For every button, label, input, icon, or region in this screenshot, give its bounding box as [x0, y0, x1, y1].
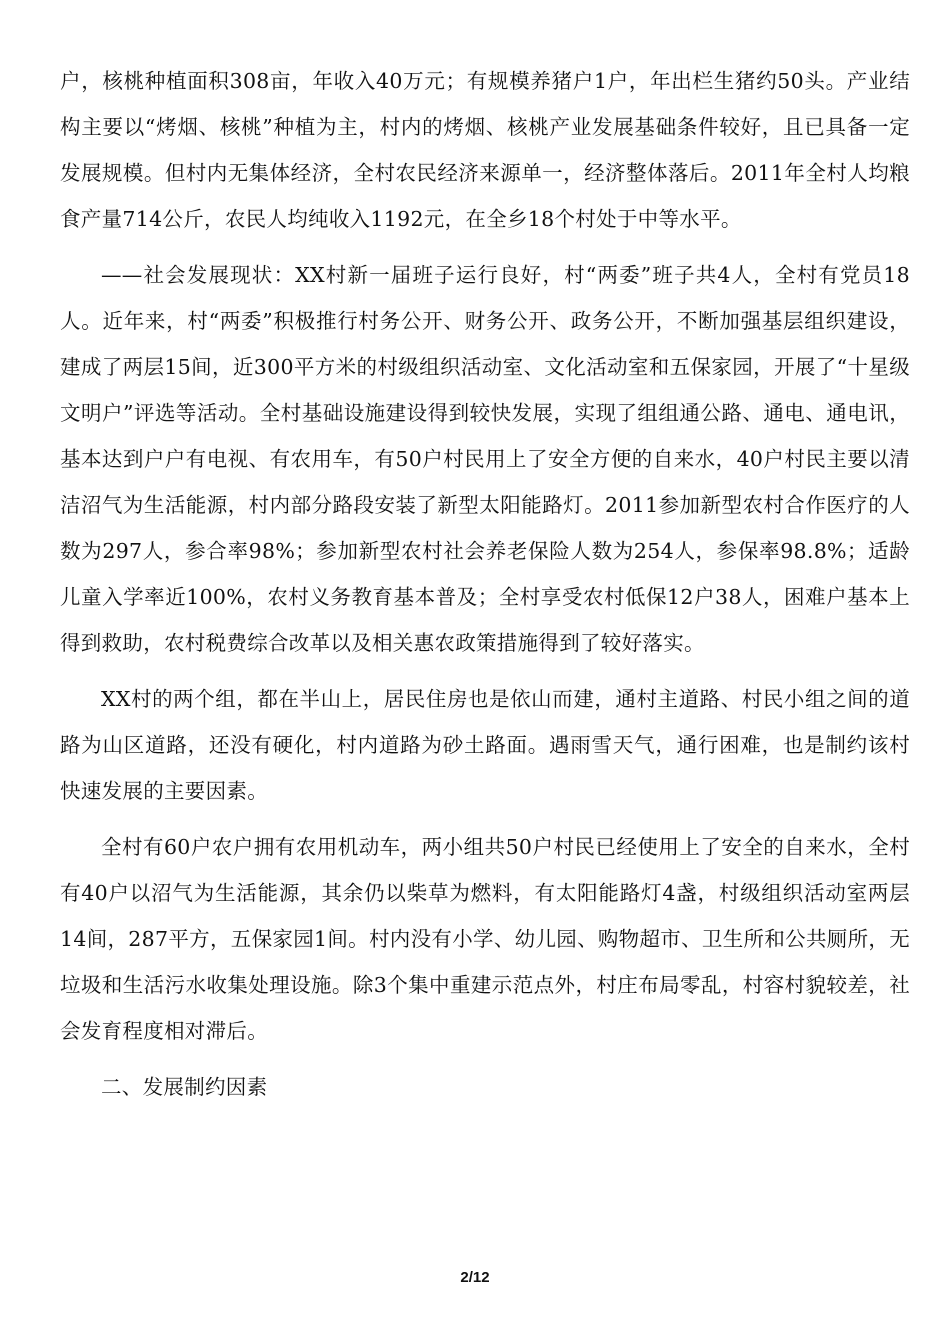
paragraph-social-development: ——社会发展现状：XX村新一届班子运行良好，村“两委”班子共4人，全村有党员18人。近年来，村“两委”积极推行村务公开、财务公开、政务公开，不断加强基层组织建设，建成了两层15间，近300平方米的村级组织活动室、文化活动室和五保家园，开展了“十星级文明户”评选等活动。全村基础设施建设得到较快发展，实现了组组通公路、通电、通电讯，基本达到户户有电视、有农用车，有50户村民用上了安全方便的自来水，40户村民主要以清洁沼气为生活能源，村内部分路段安装了新型太阳能路灯。2011参加新型农村合作医疗的人数为297人，参合率98%；参加新型农村社会养老保险人数为254人，参保率98.8%；适龄儿童入学率近100%，农村义务教育基本普及；全村享受农村低保12户38人，困难户基本上得到救助，农村税费综合改革以及相关惠农政策措施得到了较好落实。: [60, 263, 910, 655]
page-number: 2/12: [460, 1269, 490, 1286]
document-body: [60, 58, 910, 1110]
section-heading: 二、发展制约因素: [101, 1075, 268, 1099]
paragraph-infrastructure: 全村有60户农户拥有农用机动车，两小组共50户村民已经使用上了安全的自来水，全村有40户以沼气为生活能源，其余仍以柴草为燃料，有太阳能路灯4盏，村级组织活动室两层14间，287平方，五保家园1间。村内没有小学、幼儿园、购物超市、卫生所和公共厕所，无垃圾和生活污水收集处理设施。除3个集中重建示范点外，村庄布局零乱，村容村貌较差，社会发育程度相对滞后。: [60, 835, 910, 1043]
paragraph-roads: XX村的两个组，都在半山上，居民住房也是依山而建，通村主道路、村民小组之间的道路为山区道路，还没有硬化，村内道路为砂土路面。遇雨雪天气，通行困难，也是制约该村快速发展的主要因素。: [60, 687, 910, 803]
paragraph-economy-continued: 户，核桃种植面积308亩，年收入40万元；有规模养猪户1户，年出栏生猪约50头。产业结构主要以“烤烟、核桃”种植为主，村内的烤烟、核桃产业发展基础条件较好，且已具备一定发展规模。但村内无集体经济，全村农民经济来源单一，经济整体落后。2011年全村人均粮食产量714公斤，农民人均纯收入1192元，在全乡18个村处于中等水平。: [60, 69, 910, 231]
